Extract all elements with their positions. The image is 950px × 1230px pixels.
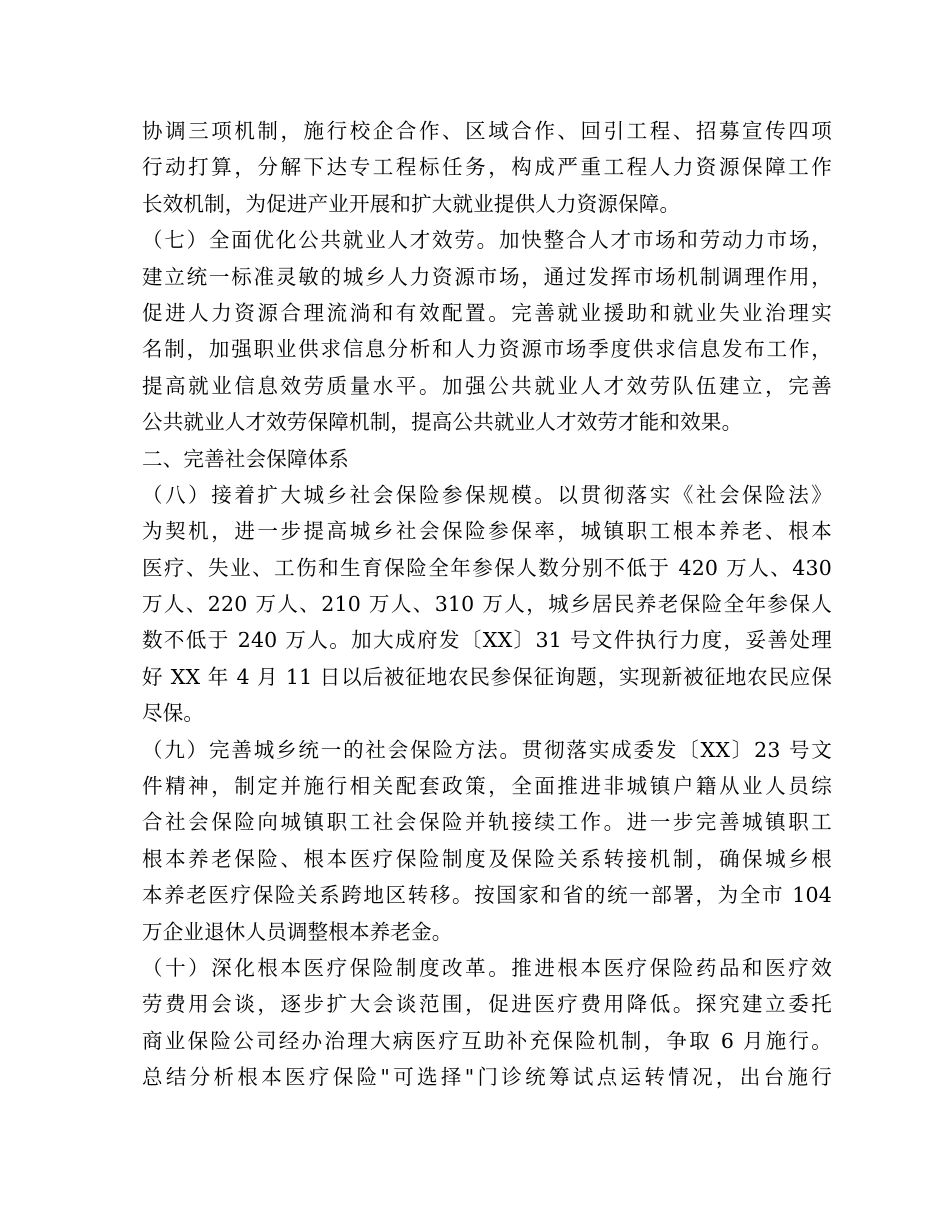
paragraph-heading-eight: （八）接着扩大城乡社会保险参保规模。以贯彻落实《社会保险法》 [142,482,832,507]
text-line: 好 XX 年 4 月 11 日以后被征地农民参保征询题，实现新被征地农民应保 [142,664,832,689]
text-line: 件精神，制定并施行相关配套政策，全面推进非城镇户籍从业人员综 [142,774,832,799]
text-line: 为契机，进一步提高城乡社会保险参保率，城镇职工根本养老、根本 [142,519,832,544]
text-line: 合社会保险向城镇职工社会保险并轨接续工作。进一步完善城镇职工 [142,810,832,835]
text-line: 名制，加强职业供求信息分析和人力资源市场季度供求信息发布工作， [142,337,832,362]
text-line: 长效机制，为促进产业开展和扩大就业提供人力资源保障。 [142,191,681,216]
text-line: 协调三项机制，施行校企合作、区域合作、回引工程、招募宣传四项 [142,119,832,143]
text-line: 建立统一标准灵敏的城乡人力资源市场，通过发挥市场机制调理作用， [142,264,832,289]
text-line: 公共就业人才效劳保障机制，提高公共就业人才效劳才能和效果。 [142,410,743,435]
text-line: 提高就业信息效劳质量水平。加强公共就业人才效劳队伍建立，完善 [142,373,832,398]
text-line: 促进人力资源合理流淌和有效配置。完善就业援助和就业失业治理实 [142,300,832,325]
text-line: 医疗、失业、工伤和生育保险全年参保人数分别不低于 420 万人、430 [142,555,832,580]
text-line: 劳费用会谈，逐步扩大会谈范围，促进医疗费用降低。探究建立委托 [142,992,832,1017]
text-line: 商业保险公司经办治理大病医疗互助补充保险机制，争取 6 月施行。 [142,1028,832,1053]
text-line: 尽保。 [142,701,205,726]
text-line: 数不低于 240 万人。加大成府发〔XX〕31 号文件执行力度，妥善处理 [142,628,832,653]
paragraph-heading-nine: （九）完善城乡统一的社会保险方法。贯彻落实成委发〔XX〕23 号文 [142,737,832,762]
text-line: 根本养老保险、根本医疗保险制度及保险关系转接机制，确保城乡根 [142,846,832,871]
text-line: 万人、220 万人、210 万人、310 万人，城乡居民养老保险全年参保人 [142,592,832,617]
section-heading: 二、完善社会保障体系 [142,446,349,471]
text-line: 本养老医疗保险关系跨地区转移。按国家和省的统一部署，为全市 104 [142,883,832,908]
text-line: 万企业退休人员调整根本养老金。 [142,919,453,944]
paragraph-heading-seven: （七）全面优化公共就业人才效劳。加快整合人才市场和劳动力市场， [142,228,832,253]
text-line: 总结分析根本医疗保险"可选择"门诊统筹试点运转情况，出台施行 [142,1065,832,1090]
document-body [142,113,832,1096]
text-line: 行动打算，分解下达专工程标任务，构成严重工程人力资源保障工作 [142,155,832,180]
paragraph-heading-ten: （十）深化根本医疗保险制度改革。推进根本医疗保险药品和医疗效 [142,955,832,980]
